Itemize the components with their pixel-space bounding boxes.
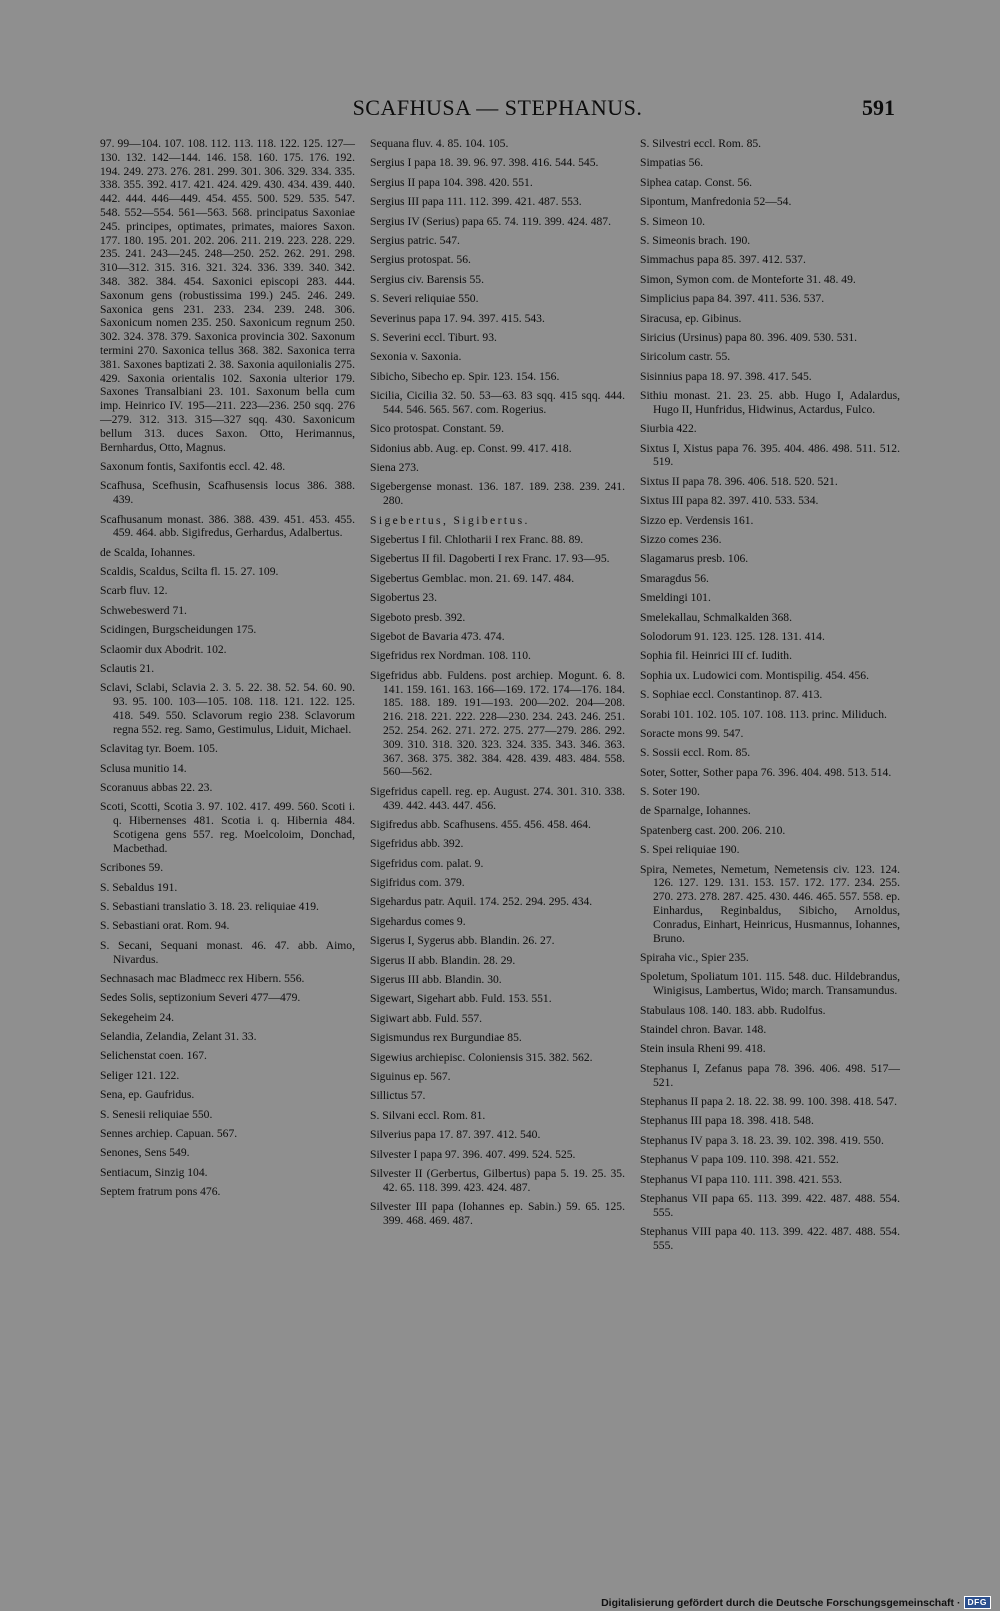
index-entry: Sigeboto presb. 392. — [370, 610, 466, 624]
index-entry: S. Sebastiani translatio 3. 18. 23. reliquiae 419. — [100, 899, 319, 913]
footer-credit: Digitalisierung gefördert durch die Deutsche Forschungsgemeinschaft · DFG — [601, 1596, 991, 1609]
index-entry: Smeldingi 101. — [640, 591, 711, 605]
index-entry: Simon, Symon com. de Monteforte 31. 48. 49. — [640, 272, 856, 286]
dfg-logo: DFG — [964, 1596, 991, 1609]
index-entry: Sigerus I, Sygerus abb. Blandin. 26. 27. — [370, 934, 555, 948]
index-entry: Simmachus papa 85. 397. 412. 537. — [640, 253, 806, 267]
index-entry: Sizzo ep. Verdensis 161. — [640, 513, 754, 527]
index-entry: Siurbia 422. — [640, 422, 697, 436]
index-entry: Siracusa, ep. Gibinus. — [640, 311, 742, 325]
index-entry: Siricolum castr. 55. — [640, 350, 731, 364]
index-entry: Stephanus I, Zefanus papa 78. 396. 406. 498. 517—521. — [640, 1061, 900, 1089]
index-entry: S. Silvestri eccl. Rom. 85. — [640, 137, 762, 150]
index-entry: Stephanus VIII papa 40. 113. 399. 422. 487. 488. 554. 555. — [640, 1225, 900, 1252]
index-entry: S. Spei reliquiae 190. — [640, 843, 740, 857]
index-entry: Sicilia, Cicilia 32. 50. 53—63. 83 sqq. 415 sqq. 444. 544. 546. 565. 567. com. Rogerius. — [370, 389, 625, 416]
index-entry: Sidonius abb. Aug. ep. Const. 99. 417. 418. — [370, 441, 572, 455]
index-entry: Sechnasach mac Bladmecc rex Hibern. 556. — [100, 971, 305, 985]
index-entry: Siricius (Ursinus) papa 80. 396. 409. 530. 531. — [640, 330, 858, 344]
index-entry: Soter, Sotter, Sother papa 76. 396. 404. 498. 513. 514. — [640, 765, 892, 779]
index-entry: Silverius papa 17. 87. 397. 412. 540. — [370, 1128, 541, 1142]
index-column-1 — [100, 137, 355, 1205]
index-entry: Sigewart, Sigehart abb. Fuld. 153. 551. — [370, 992, 552, 1006]
index-entry: Sigerus II abb. Blandin. 28. 29. — [370, 953, 516, 967]
index-entry: Simpatias 56. — [640, 156, 704, 170]
index-entry: Sclusa munitio 14. — [100, 761, 187, 775]
index-entry: Saxonum fontis, Saxifontis eccl. 42. 48. — [100, 459, 286, 473]
index-entry: S. Silvani eccl. Rom. 81. — [370, 1108, 486, 1122]
index-entry: Spira, Nemetes, Nemetum, Nemetensis civ. 123. 124. 126. 127. 129. 131. 153. 157. 172. 177. 234. 255. 270. 273. 278. 287. 425. 430. 446. 465. 557. 558. ep. Einhardus, Reginbaldus, Sibicho, Arnoldus, Conradus, Einhart, Heinricus, Husmannus, Iohannes, Bruno. — [640, 862, 900, 945]
index-entry: Sipontum, Manfredonia 52—54. — [640, 195, 792, 209]
index-entry: Schwebeswerd 71. — [100, 603, 187, 617]
index-entry: Staindel chron. Bavar. 148. — [640, 1023, 767, 1036]
page-number: 591 — [862, 95, 895, 120]
index-entry: Sizzo comes 236. — [640, 533, 722, 547]
index-entry: Sisinnius papa 18. 97. 398. 417. 545. — [640, 369, 812, 383]
index-entry: Sexonia v. Saxonia. — [370, 350, 462, 364]
index-entry: Senones, Sens 549. — [100, 1146, 190, 1160]
index-entry: S. Senesii reliquiae 550. — [100, 1107, 213, 1121]
index-entry: Sigiwart abb. Fuld. 557. — [370, 1011, 483, 1025]
index-entry: Sergius IV (Serius) papa 65. 74. 119. 399. 424. 487. — [370, 214, 611, 228]
index-entry: Sixtus III papa 82. 397. 410. 533. 534. — [640, 494, 819, 508]
index-entry: Scafhusanum monast. 386. 388. 439. 451. 453. 455. 459. 464. abb. Sigifredus, Gerhardus, Adalbertus. — [100, 512, 355, 540]
page-header — [100, 95, 895, 121]
index-entry: Stein insula Rheni 99. 418. — [640, 1042, 766, 1056]
index-entry: S. Soter 190. — [640, 785, 700, 799]
index-entry: Scafhusa, Scefhusin, Scafhusensis locus 386. 388. 439. — [100, 479, 355, 507]
index-entry: Scarb fluv. 12. — [100, 584, 168, 598]
index-entry: Sclaomir dux Abodrit. 102. — [100, 642, 227, 656]
index-entry: Silvester I papa 97. 396. 407. 499. 524. 525. — [370, 1147, 576, 1161]
index-entry: Sergius patric. 547. — [370, 233, 460, 247]
index-entry: Selandia, Zelandia, Zelant 31. 33. — [100, 1030, 257, 1044]
index-entry: Sixtus II papa 78. 396. 406. 518. 520. 521. — [640, 474, 838, 488]
index-entry: Sorabi 101. 102. 105. 107. 108. 113. princ. Miliduch. — [640, 707, 887, 721]
index-entry: Sigismundus rex Burgundiae 85. — [370, 1031, 522, 1045]
index-entry: S. Sebastiani orat. Rom. 94. — [100, 919, 230, 933]
index-entry: S. Simeon 10. — [640, 214, 706, 228]
index-entry: Soracte mons 99. 547. — [640, 726, 744, 740]
index-entry: Stephanus VI papa 110. 111. 398. 421. 553. — [640, 1172, 843, 1186]
index-entry: Sigewius archiepisc. Coloniensis 315. 382. 562. — [370, 1050, 593, 1064]
index-entry: Sillictus 57. — [370, 1089, 426, 1103]
index-entry: Simplicius papa 84. 397. 411. 536. 537. — [640, 292, 825, 306]
index-column-2 — [370, 137, 625, 1233]
index-entry: Silvester III papa (Iohannes ep. Sabin.) 59. 65. 125. 399. 468. 469. 487. — [370, 1200, 625, 1227]
index-entry: Septem fratrum pons 476. — [100, 1185, 221, 1199]
index-entry: Spiraha vic., Spier 235. — [640, 951, 749, 965]
index-entry: Siphea catap. Const. 56. — [640, 175, 753, 189]
index-entry: S. Simeonis brach. 190. — [640, 233, 751, 247]
index-entry: Sixtus I, Xistus papa 76. 395. 404. 486. 498. 511. 512. 519. — [640, 441, 900, 469]
index-entry: S. Sossii eccl. Rom. 85. — [640, 746, 751, 760]
index-entry: Sithiu monast. 21. 23. 25. abb. Hugo I, Adalardus, Hugo II, Hunfridus, Hidwinus, Actardus, Fulco. — [640, 389, 900, 416]
index-entry: Sigebertus, Sigibertus. — [370, 513, 530, 527]
index-entry: Sico protospat. Constant. 59. — [370, 422, 504, 436]
running-title: SCAFHUSA — STEPHANUS. — [352, 95, 643, 120]
index-entry: Sigefridus abb. Fuldens. post archiep. Mogunt. 6. 8. 141. 159. 161. 163. 166—169. 172. 174—176. 184. 185. 188. 189. 191—193. 200—202. 204—208. 216. 218. 221. 222. 228—230. 234. 243. 246. 251. 252. 254. 262. 271. 272. 275. 277—279. 286. 292. 309. 310. 318. 320. 323. 324. 335. 343. 346. 363. 367. 368. 375. 382. 384. 428. 439. 483. 484. 558. 560—562. — [370, 668, 625, 779]
index-entry: Sedes Solis, septizonium Severi 477—479. — [100, 991, 301, 1005]
index-entry: Stephanus IV papa 3. 18. 23. 39. 102. 398. 419. 550. — [640, 1133, 884, 1147]
index-entry: Stephanus II papa 2. 18. 22. 38. 99. 100. 398. 418. 547. — [640, 1094, 897, 1108]
index-entry: Sigehardus patr. Aquil. 174. 252. 294. 295. 434. — [370, 895, 593, 909]
index-entry: Solodorum 91. 123. 125. 128. 131. 414. — [640, 629, 825, 643]
index-entry: Sentiacum, Sinzig 104. — [100, 1165, 208, 1179]
index-entry: Sequana fluv. 4. 85. 104. 105. — [370, 137, 509, 150]
index-entry: Spoletum, Spoliatum 101. 115. 548. duc. Hildebrandus, Winigisus, Lambertus, Wido; march. Transamundus. — [640, 970, 900, 998]
index-entry: Sekegeheim 24. — [100, 1010, 175, 1024]
index-entry: Siguinus ep. 567. — [370, 1069, 451, 1083]
index-entry: de Scalda, Iohannes. — [100, 545, 196, 559]
index-entry: de Sparnalge, Iohannes. — [640, 804, 751, 818]
footer-text: Digitalisierung gefördert durch die Deutsche Forschungsgemeinschaft — [601, 1596, 955, 1609]
index-entry: Sclavi, Sclabi, Sclavia 2. 3. 5. 22. 38. 52. 54. 60. 90. 93. 95. 100. 103—105. 108. 118. 121. 122. 125. 418. 549. 550. Sclavorum regio 238. Sclavorum regna 552. reg. Samo, Gestimulus, Liduit, Michael. — [100, 681, 355, 736]
index-entry: Sophia ux. Ludowici com. Montispilig. 454. 456. — [640, 668, 869, 682]
index-entry: Sigefridus rex Nordman. 108. 110. — [370, 649, 531, 663]
index-entry: Selichenstat coen. 167. — [100, 1049, 207, 1063]
index-entry: S. Severi reliquiae 550. — [370, 292, 479, 306]
index-entry: Stephanus III papa 18. 398. 418. 548. — [640, 1114, 814, 1128]
index-entry: Sibicho, Sibecho ep. Spir. 123. 154. 156. — [370, 369, 560, 383]
index-entry: Sigerus III abb. Blandin. 30. — [370, 973, 502, 987]
index-entry: Scaldis, Scaldus, Scilta fl. 15. 27. 109. — [100, 565, 279, 579]
index-entry: Sergius civ. Barensis 55. — [370, 272, 484, 286]
index-entry: Sigefridus capell. reg. ep. August. 274. 301. 310. 338. 439. 442. 443. 447. 456. — [370, 784, 625, 812]
index-entry: Stephanus V papa 109. 110. 398. 421. 552. — [640, 1153, 839, 1167]
index-entry: Sergius I papa 18. 39. 96. 97. 398. 416. 544. 545. — [370, 156, 599, 170]
index-entry: Stephanus VII papa 65. 113. 399. 422. 487. 488. 554. 555. — [640, 1191, 900, 1219]
index-entry: Sigebergense monast. 136. 187. 189. 238. 239. 241. 280. — [370, 480, 625, 508]
index-entry: Sigefridus com. palat. 9. — [370, 856, 484, 870]
index-entry: Sigefridus abb. 392. — [370, 837, 464, 851]
index-entry: Sigebertus II fil. Dagoberti I rex Franc. 17. 93—95. — [370, 552, 610, 566]
index-entry: S. Severini eccl. Tiburt. 93. — [370, 330, 497, 344]
index-entry: 97. 99—104. 107. 108. 112. 113. 118. 122. 125. 127—130. 132. 142—144. 146. 158. 160. 175. 176. 192. 194. 249. 273. 276. 281. 299. 301. 306. 329. 334. 335. 338. 355. 392. 417. 421. 424. 429. 430. 434. 439. 440. 442. 444. 446—449. 454. 455. 500. 529. 535. 547. 548. 552—554. 561—563. 568. principatus Saxoniae 245. principes, optimates, primates, maiores Saxon. 177. 180. 195. 201. 202. 206. 211. 219. 223. 228. 229. 235. 241. 243—245. 248—250. 252. 262. 291. 298. 310—312. 315. 316. 321. 324. 336. 339. 340. 342. 348. 382. 384. 454. Saxonici episcopi 283. 444. Saxonum gens (robustissima 199.) 245. 246. 249. Saxonica gens 231. 233. 234. 239. 248. 306. Saxonicum nomen 235. 250. Saxonicum regnum 250. 302. 324. 378. 379. Saxonica provincia 302. Saxonum termini 270. Saxonica tellus 368. 382. Saxonica terra 381. Saxones baptizati 2. 38. Saxonia aquilonialis 275. 429. Saxonia orientalis 102. Saxonia ulterior 179. Saxones Transalbiani 23. 101. Saxonum bella cum imp. Heinrico IV. 195—211. 223—236. 250 sqq. 276—279. 312. 313. 315—327 sqq. 430. Saxonicum bellum 313. duces Saxon. Otto, Herimannus, Bernhardus, Otto, Magnus. — [100, 137, 355, 454]
index-entry: Sigebertus I fil. Chlotharii I rex Franc. 88. 89. — [370, 533, 584, 547]
index-entry: Sigobertus 23. — [370, 591, 437, 605]
index-entry: Severinus papa 17. 94. 397. 415. 543. — [370, 311, 545, 325]
index-entry: Sergius III papa 111. 112. 399. 421. 487. 553. — [370, 195, 582, 209]
index-entry: Sigebot de Bavaria 473. 474. — [370, 629, 505, 643]
index-entry: Sigebertus Gemblac. mon. 21. 69. 147. 484. — [370, 571, 575, 585]
index-entry: Sigifredus abb. Scafhusens. 455. 456. 458. 464. — [370, 817, 591, 831]
index-entry: Scribones 59. — [100, 861, 164, 875]
index-entry: Slagamarus presb. 106. — [640, 552, 749, 566]
index-entry: Scoti, Scotti, Scotia 3. 97. 102. 417. 499. 560. Scoti i. q. Hibernenses 481. Scotia i. q. Hibernia 484. Scotigena gens 557. reg. Moelcoloim, Donchad, Macbethad. — [100, 800, 355, 855]
index-entry: Smelekallau, Schmalkalden 368. — [640, 610, 792, 624]
index-entry: Sophia fil. Heinrici III cf. Iudith. — [640, 649, 792, 663]
index-entry: Sennes archiep. Capuan. 567. — [100, 1127, 238, 1141]
index-entry: S. Sebaldus 191. — [100, 880, 178, 894]
index-entry: Seliger 121. 122. — [100, 1068, 180, 1082]
index-entry: Sergius II papa 104. 398. 420. 551. — [370, 175, 533, 189]
index-entry: Stabulaus 108. 140. 183. abb. Rudolfus. — [640, 1003, 826, 1017]
index-column-3 — [640, 137, 900, 1258]
index-entry: S. Secani, Sequani monast. 46. 47. abb. Aimo, Nivardus. — [100, 938, 355, 966]
index-entry: Spatenberg cast. 200. 206. 210. — [640, 823, 786, 837]
index-entry: Sigehardus comes 9. — [370, 914, 466, 928]
index-entry: Scoranuus abbas 22. 23. — [100, 780, 213, 794]
index-entry: Scidingen, Burgscheidungen 175. — [100, 623, 257, 637]
index-entry: Sclautis 21. — [100, 662, 155, 676]
index-entry: Sclavitag tyr. Boem. 105. — [100, 742, 218, 756]
index-entry: S. Sophiae eccl. Constantinop. 87. 413. — [640, 688, 823, 702]
index-entry: Smaragdus 56. — [640, 571, 709, 585]
index-entry: Sena, ep. Gaufridus. — [100, 1088, 195, 1102]
index-entry: Silvester II (Gerbertus, Gilbertus) papa 5. 19. 25. 35. 42. 65. 118. 399. 423. 424. 487. — [370, 1166, 625, 1194]
index-entry: Sigifridus com. 379. — [370, 876, 465, 890]
index-entry: Sergius protospat. 56. — [370, 253, 471, 267]
index-entry: Siena 273. — [370, 461, 419, 475]
